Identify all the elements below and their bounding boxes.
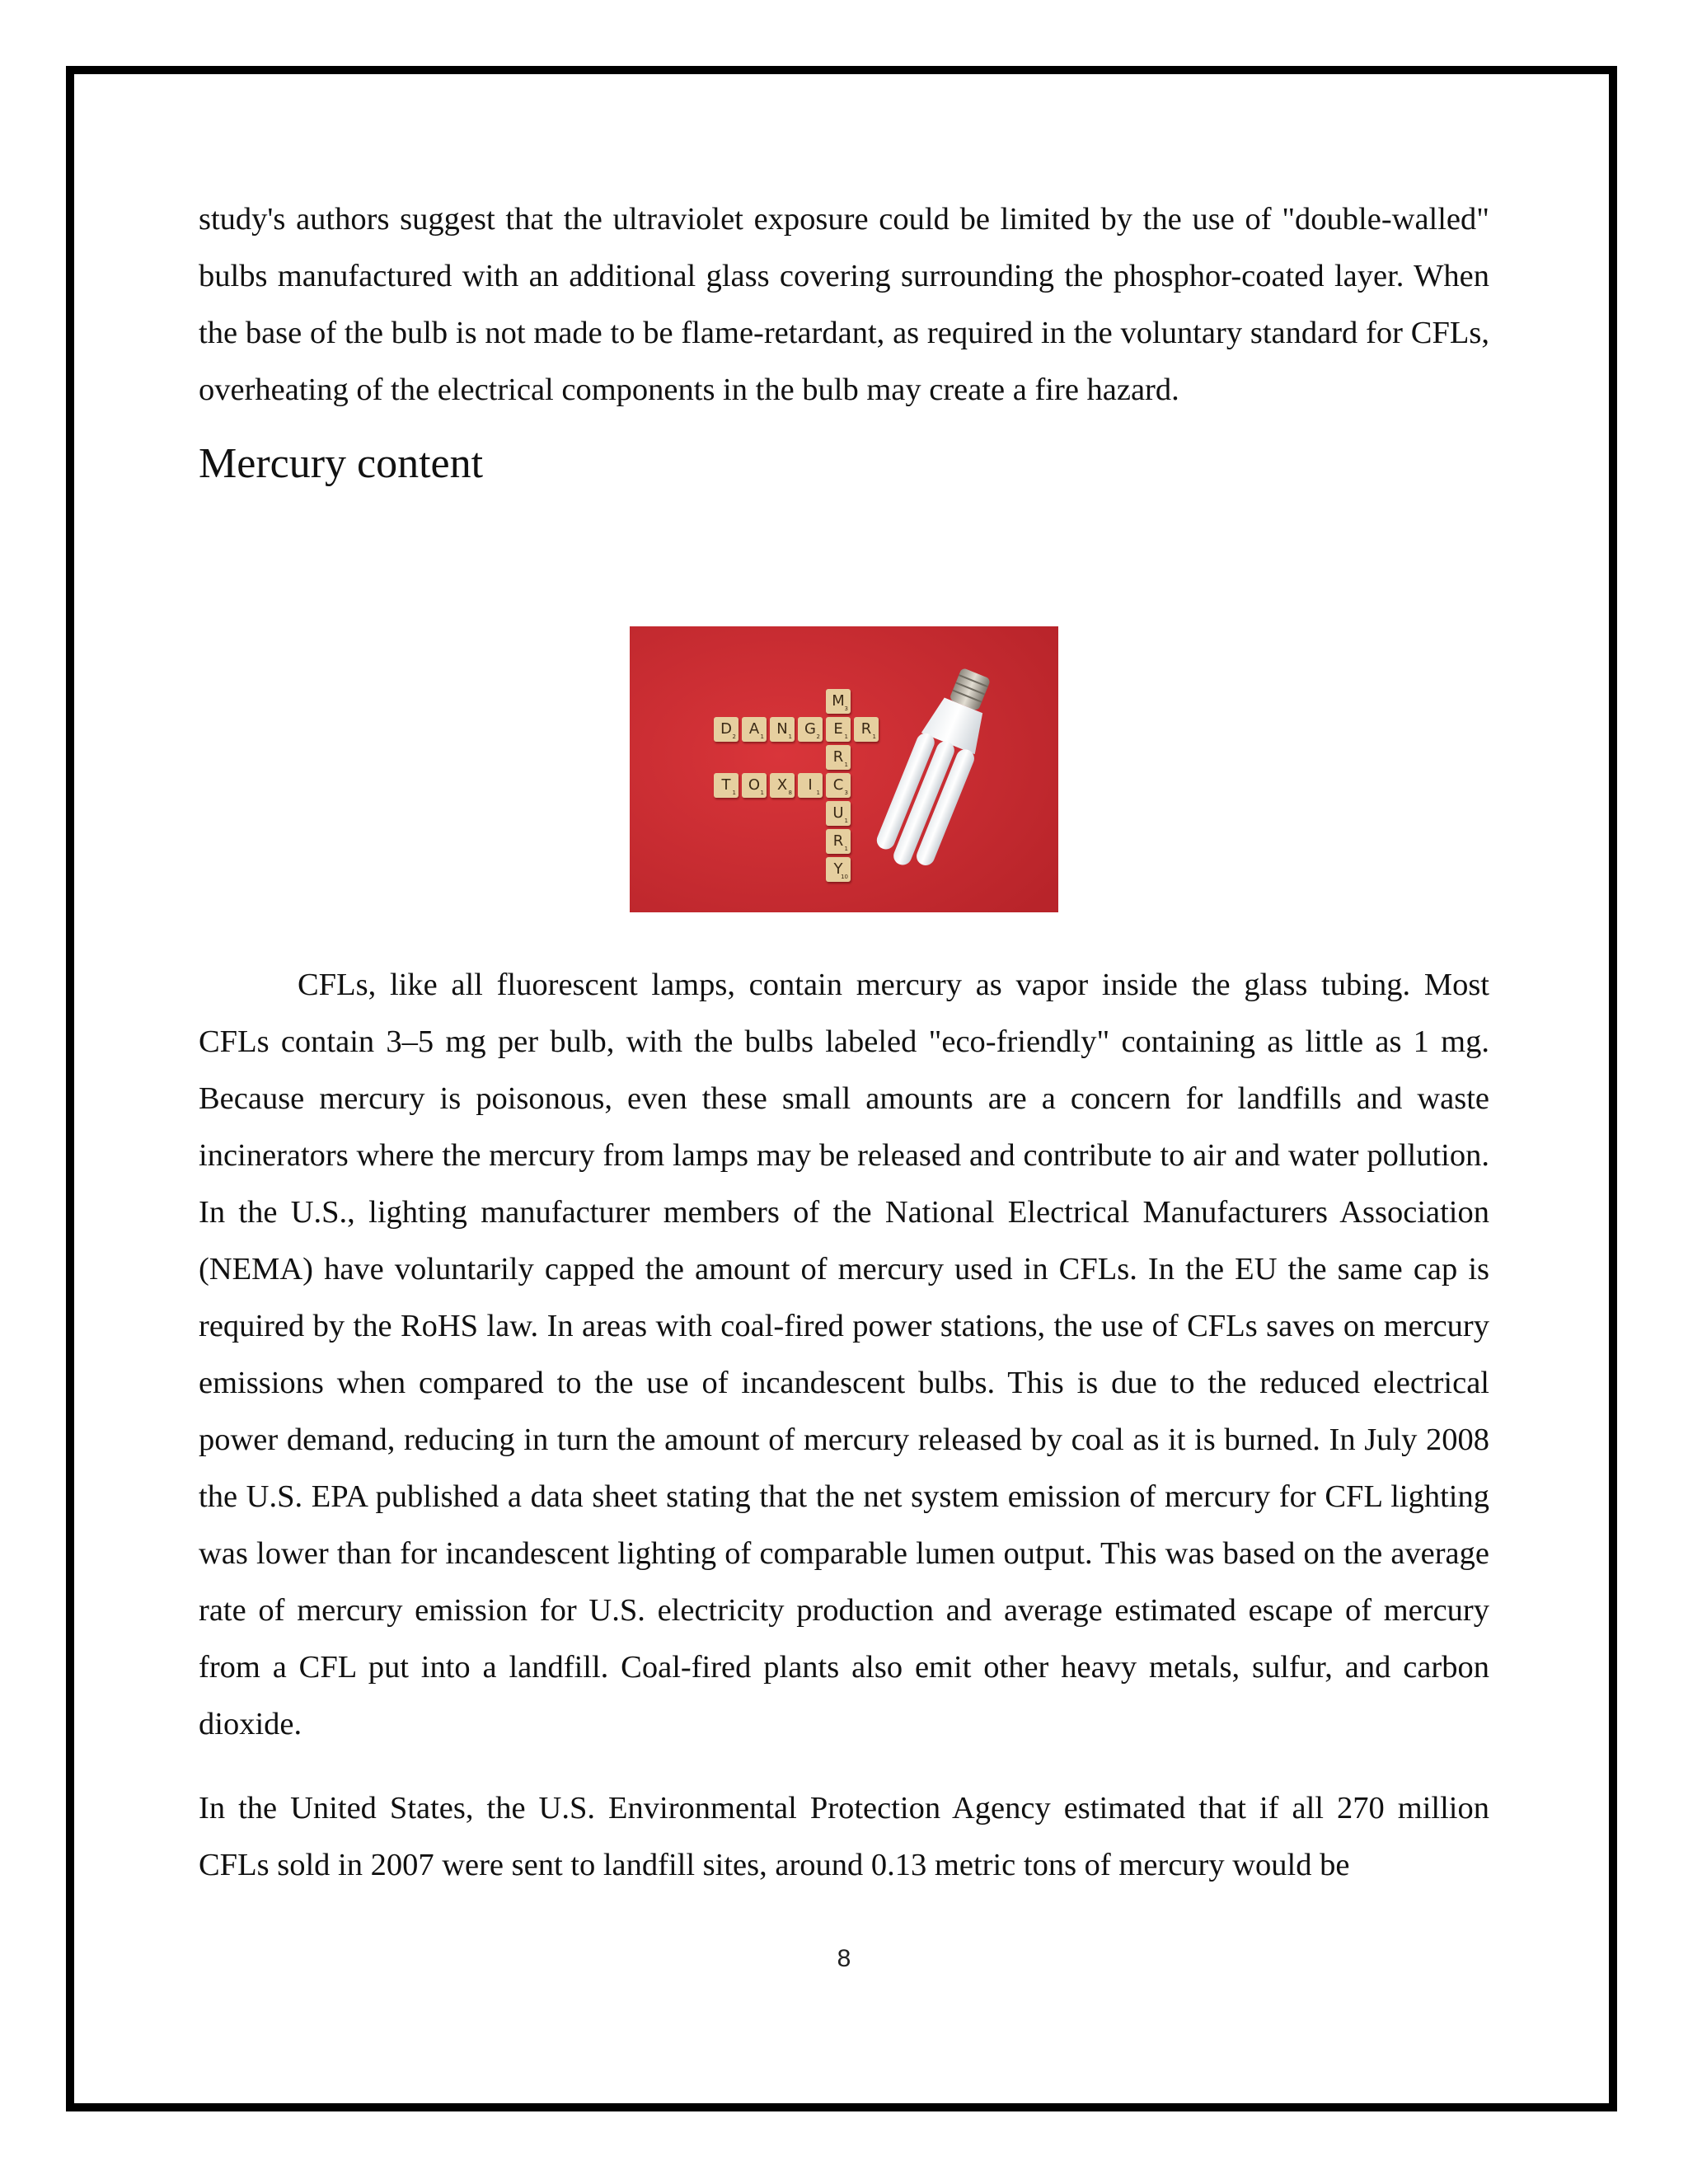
tile-mercury-c: C 3 xyxy=(826,773,851,798)
page-content xyxy=(199,191,1489,1894)
page-number: 8 xyxy=(837,1945,851,1972)
tile-danger-r: R 1 xyxy=(854,717,879,742)
section-heading: Mercury content xyxy=(199,440,484,487)
mercury-danger-figure xyxy=(630,626,1058,912)
tile-toxic-o: O 1 xyxy=(742,773,767,798)
tile-mercury-r1: R 1 xyxy=(826,745,851,770)
tile-mercury-m: M 3 xyxy=(826,689,851,714)
tile-mercury-u: U 1 xyxy=(826,801,851,826)
paragraph-ultraviolet: study's authors suggest that the ultraviolet exposure could be limited by the use of "double-walled" bulbs manufactured with an additional glass covering surrounding the phosphor-coated layer. When the base of the bulb is not made to be flame-retardant, as required in the voluntary standard for CFLs, overheating of the electrical components in the bulb may create a fire hazard. xyxy=(199,202,1489,407)
tile-toxic-i: I 1 xyxy=(798,773,823,798)
tile-mercury-y: Y 10 xyxy=(826,857,851,882)
tile-danger-n: N 1 xyxy=(770,717,795,742)
paragraph-epa-estimate: In the United States, the U.S. Environmental Protection Agency estimated that if all 270 million CFLs sold in 2007 were sent to landfill sites, around 0.13 metric tons of mercury would be xyxy=(199,1791,1489,1882)
tile-danger-d: D 2 xyxy=(714,717,738,742)
tile-toxic-t: T 1 xyxy=(714,773,738,798)
tile-danger-a: A 1 xyxy=(742,717,767,742)
tile-danger-g: G 2 xyxy=(798,717,823,742)
tile-mercury-r2: R 1 xyxy=(826,829,851,854)
tile-toxic-x: X 8 xyxy=(770,773,795,798)
paragraph-mercury-vapor: CFLs, like all fluorescent lamps, contain mercury as vapor inside the glass tubing. Most CFLs contain 3–5 mg per bulb, with the bulbs labeled "eco-friendly" containing as little as 1 mg. Because mercury is poisonous, even these small amounts are a concern for landfills and waste incinerators where the mercury from lamps may be released and contribute to air and water pollution. In the U.S., lighting manufacturer members of the National Electrical Manufacturers Association (NEMA) have voluntarily capped the amount of mercury used in CFLs. In the EU the same cap is required by the RoHS law. In areas with coal-fired power stations, the use of CFLs saves on mercury emissions when compared to the use of incandescent bulbs. This is due to the reduced electrical power demand, reducing in turn the amount of mercury released by coal as it is burned. In July 2008 the U.S. EPA published a data sheet stating that the net system emission of mercury for CFL lighting was lower than for incandescent lighting of comparable lumen output. This was based on the average rate of mercury emission for U.S. electricity production and average estimated escape of mercury from a CFL put into a landfill. Coal-fired plants also emit other heavy metals, sulfur, and carbon dioxide. xyxy=(199,968,1489,1741)
tile-danger-e: E 1 xyxy=(826,717,851,742)
